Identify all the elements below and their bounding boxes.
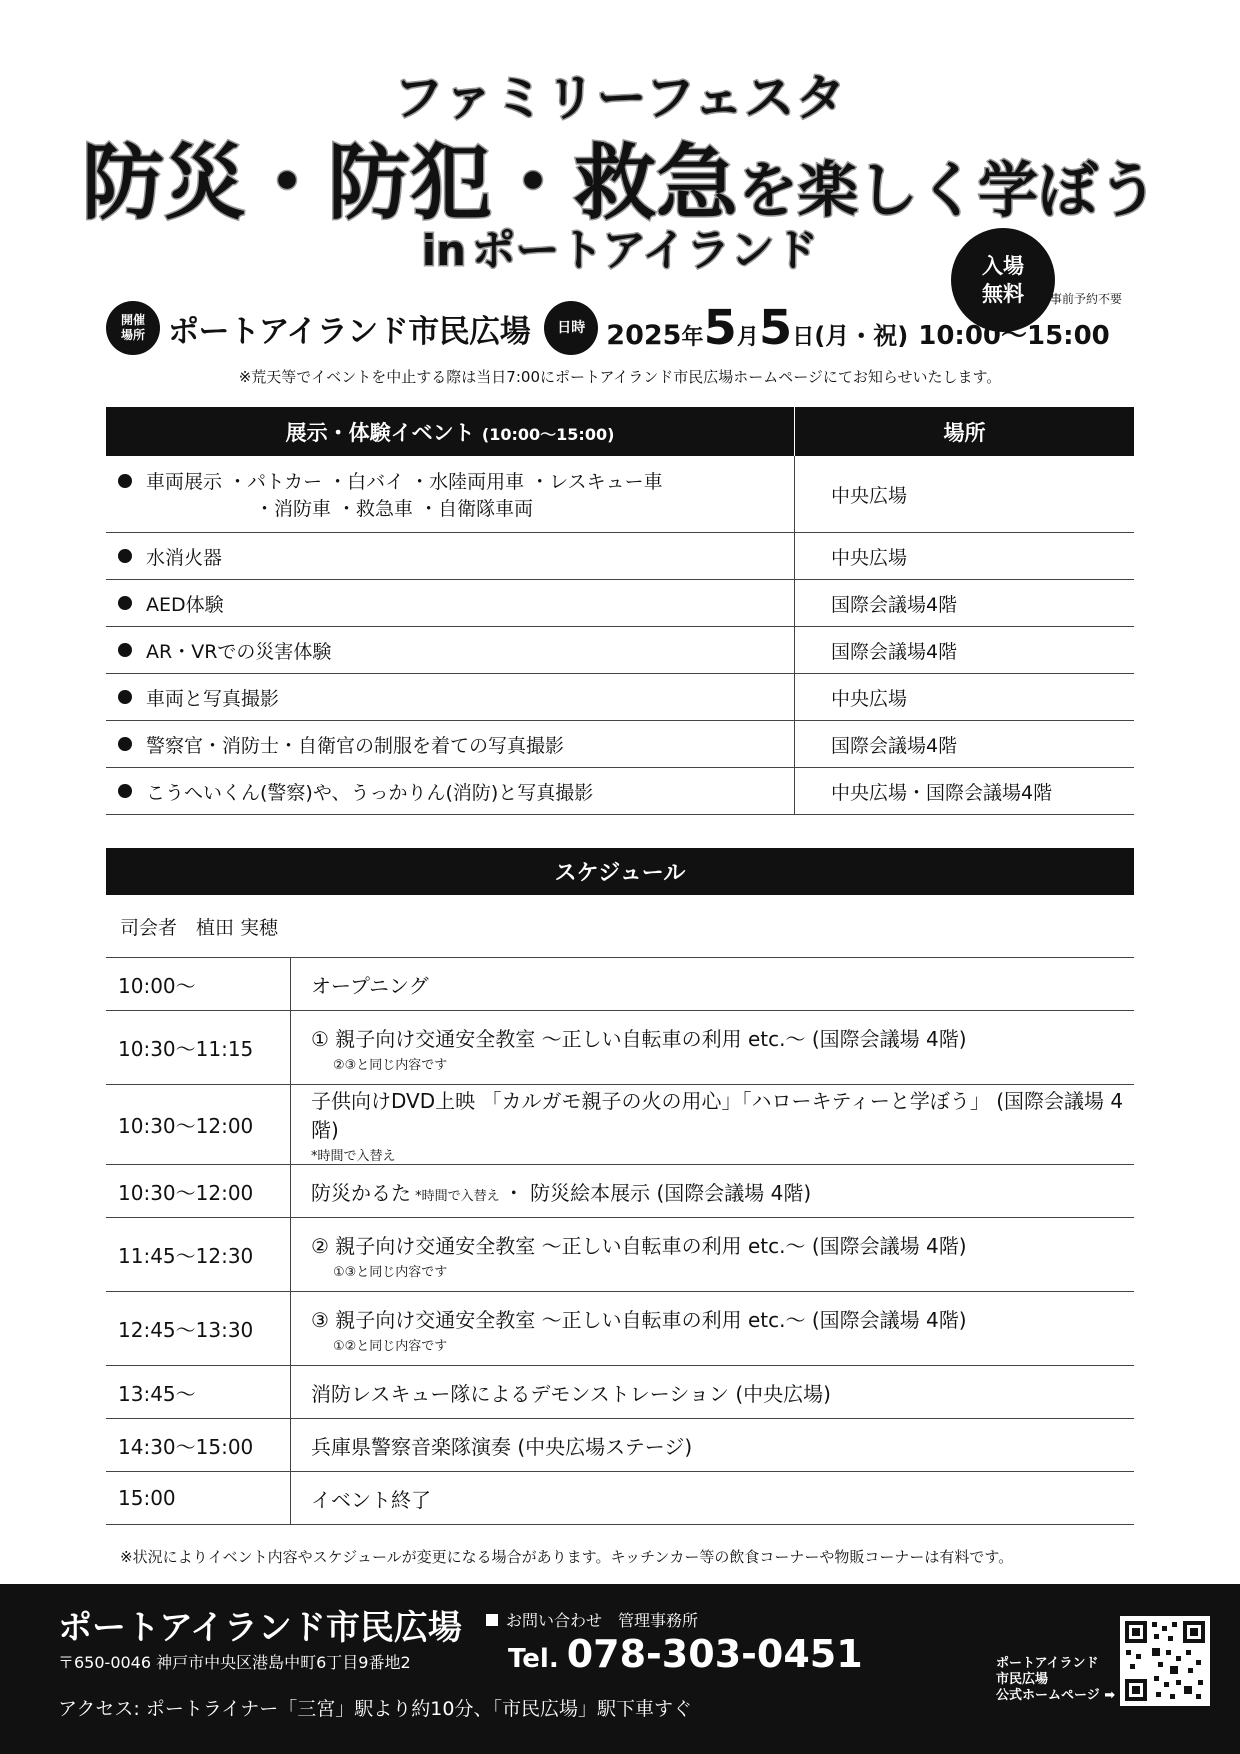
schedule-time: 15:00 bbox=[106, 1472, 291, 1525]
date-month: 5 bbox=[703, 300, 737, 356]
date-day: 5 bbox=[758, 300, 793, 356]
bullet-icon bbox=[118, 737, 132, 751]
schedule-time: 12:45〜13:30 bbox=[106, 1292, 291, 1366]
event-place-cell: 国際会議場4階 bbox=[795, 580, 1135, 627]
bullet-icon bbox=[118, 596, 132, 610]
hp-line2: 市民広場 bbox=[996, 1672, 1049, 1687]
schedule-time: 13:45〜 bbox=[106, 1366, 291, 1419]
date-nichi: 日 bbox=[792, 325, 815, 350]
bottom-note: ※状況によりイベント内容やスケジュールが変更になる場合があります。キッチンカー等の飲食コーナーや物販コーナーは有料です。 bbox=[120, 1548, 1014, 1566]
schedule-sub-note: ①③と同じ内容です bbox=[333, 1264, 448, 1280]
event-place-cell: 中央広場 bbox=[795, 674, 1135, 721]
event-name-cell bbox=[106, 533, 795, 580]
event-name: AR・VRでの災害体験 bbox=[146, 640, 332, 663]
schedule-time: 10:30〜11:15 bbox=[106, 1011, 291, 1085]
table-row bbox=[106, 958, 1134, 1011]
schedule-desc: オープニング bbox=[291, 958, 1135, 1011]
event-place-cell: 中央広場 bbox=[795, 533, 1135, 580]
events-header-event-label: 展示・体験イベント bbox=[285, 420, 475, 445]
schedule-desc: イベント終了 bbox=[291, 1472, 1135, 1525]
schedule-desc: 防災かるた bbox=[311, 1180, 411, 1205]
schedule-time: 10:00〜 bbox=[106, 958, 291, 1011]
schedule-time: 10:30〜12:00 bbox=[106, 1085, 291, 1165]
schedule-table bbox=[106, 957, 1134, 1525]
bullet-icon bbox=[118, 474, 132, 488]
square-bullet-icon bbox=[486, 1614, 498, 1626]
schedule-sub-note: ①②と同じ内容です bbox=[333, 1338, 448, 1354]
table-row bbox=[106, 674, 1134, 721]
hp-line3: 公式ホームページ ➡ bbox=[996, 1688, 1116, 1703]
event-name: 車両展示 ・パトカー ・白バイ ・水陸両用車 ・レスキュー車 bbox=[146, 471, 663, 493]
mc-name: 司会者 植田 実穂 bbox=[120, 917, 279, 939]
event-name-cell bbox=[106, 721, 795, 768]
table-row bbox=[106, 1419, 1134, 1472]
event-name-cell bbox=[106, 674, 795, 721]
table-row bbox=[106, 1366, 1134, 1419]
event-place-cell: 国際会議場4階 bbox=[795, 721, 1135, 768]
date-gatsu: 月 bbox=[736, 325, 759, 350]
schedule-desc-cell bbox=[291, 1011, 1135, 1085]
event-name-cell bbox=[106, 456, 795, 533]
event-name: 水消火器 bbox=[146, 546, 223, 569]
festa-subtitle: ファミリーフェスタ bbox=[393, 69, 847, 127]
event-info-row bbox=[106, 300, 1110, 356]
table-row bbox=[106, 721, 1134, 768]
schedule-desc: 子供向けDVD上映 「カルガモ親子の火の用心」「ハローキティーと学ぼう」 (国際会議場 4階) bbox=[311, 1089, 1124, 1142]
hp-line1: ポートアイランド bbox=[996, 1656, 1099, 1671]
schedule-desc: 兵庫県警察音楽隊演奏 (中央広場ステージ) bbox=[291, 1419, 1135, 1472]
footer-contact bbox=[486, 1608, 698, 1631]
bullet-icon bbox=[118, 643, 132, 657]
title-part2: を楽しく学ぼう bbox=[738, 156, 1158, 226]
date-weekday: (月・祝) bbox=[814, 322, 909, 350]
date-year: 2025 bbox=[606, 320, 682, 351]
table-row bbox=[106, 1218, 1134, 1292]
table-row bbox=[106, 1085, 1134, 1165]
title-part1: 防災・防犯・救急 bbox=[81, 136, 738, 231]
date-nen: 年 bbox=[681, 325, 704, 350]
schedule-inline-note: *時間で入替え bbox=[411, 1188, 504, 1204]
table-row bbox=[106, 1011, 1134, 1085]
schedule-title: スケジュール bbox=[106, 848, 1134, 895]
date-label-pill bbox=[544, 301, 598, 355]
footer bbox=[0, 1584, 1240, 1754]
footer-homepage-label bbox=[996, 1656, 1115, 1704]
in-word: in bbox=[421, 226, 466, 275]
event-date bbox=[606, 300, 1109, 356]
place-label-pill bbox=[106, 301, 160, 355]
schedule-desc-cell bbox=[291, 1165, 1135, 1218]
schedule-desc: ③ 親子向け交通安全教室 〜正しい自転車の利用 etc.〜 (国際会議場 4階) bbox=[311, 1307, 967, 1332]
bullet-icon bbox=[118, 690, 132, 704]
event-place-cell: 中央広場 bbox=[795, 456, 1135, 533]
table-row bbox=[106, 456, 1134, 533]
event-name: 車両と写真撮影 bbox=[146, 687, 280, 710]
event-name: こうへいくん(警察)や、うっかりん(消防)と写真撮影 bbox=[146, 781, 594, 804]
table-row bbox=[106, 1472, 1134, 1525]
events-header-time: (10:00〜15:00) bbox=[481, 424, 615, 444]
events-header-place: 場所 bbox=[795, 407, 1135, 456]
date-label: 日時 bbox=[557, 319, 586, 336]
event-name: AED体験 bbox=[146, 593, 224, 616]
events-table bbox=[106, 407, 1134, 815]
event-name-line2: ・消防車 ・救急車 ・自衛隊車両 bbox=[255, 498, 534, 520]
table-row bbox=[106, 1292, 1134, 1366]
table-row bbox=[106, 627, 1134, 674]
schedule-desc-cell bbox=[291, 1218, 1135, 1292]
schedule-sub-note: *時間で入替え bbox=[311, 1149, 396, 1164]
badge-line2: 無料 bbox=[982, 282, 1024, 306]
table-row bbox=[106, 768, 1134, 815]
cancel-note: ※荒天等でイベントを中止する際は当日7:00にポートアイランド市民広場ホームページにてお知らせいたします。 bbox=[238, 368, 1002, 386]
event-time: 10:00〜15:00 bbox=[918, 321, 1110, 351]
table-row bbox=[106, 533, 1134, 580]
place-label-1: 開催 bbox=[120, 313, 145, 327]
event-place-cell: 中央広場・国際会議場4階 bbox=[795, 768, 1135, 815]
footer-access: アクセス: ポートライナー「三宮」駅より約10分、「市民広場」駅下車すぐ bbox=[58, 1698, 692, 1720]
tel-label: Tel. bbox=[508, 1644, 559, 1674]
events-table-header bbox=[106, 407, 1134, 456]
schedule-desc: ① 親子向け交通安全教室 〜正しい自転車の利用 etc.〜 (国際会議場 4階) bbox=[311, 1026, 967, 1051]
schedule-sub-note: ②③と同じ内容です bbox=[333, 1057, 448, 1073]
event-name: 警察官・消防士・自衛官の制服を着ての写真撮影 bbox=[146, 734, 565, 757]
schedule-desc-cell bbox=[291, 1085, 1135, 1165]
event-place: ポートアイランド市民広場 bbox=[168, 313, 531, 350]
venue-title: ポートアイランド bbox=[471, 225, 819, 276]
table-row bbox=[106, 1165, 1134, 1218]
footer-venue-name: ポートアイランド市民広場 bbox=[58, 1608, 462, 1648]
festa-venue-title bbox=[0, 214, 1240, 278]
schedule-desc-cell bbox=[291, 1292, 1135, 1366]
qr-code-icon[interactable] bbox=[1120, 1616, 1210, 1706]
schedule-desc: ② 親子向け交通安全教室 〜正しい自転車の利用 etc.〜 (国際会議場 4階) bbox=[311, 1233, 967, 1258]
event-name-cell bbox=[106, 768, 795, 815]
bullet-icon bbox=[118, 784, 132, 798]
place-label-2: 場所 bbox=[120, 328, 145, 342]
tel-number: 078-303-0451 bbox=[566, 1632, 863, 1676]
event-name-cell bbox=[106, 580, 795, 627]
table-row bbox=[106, 580, 1134, 627]
footer-address: 〒650-0046 神戸市中央区港島中町6丁目9番地2 bbox=[58, 1653, 411, 1672]
badge-line1: 入場 bbox=[982, 254, 1024, 278]
event-place-cell: 国際会議場4階 bbox=[795, 627, 1135, 674]
event-name-cell bbox=[106, 627, 795, 674]
footer-contact-label: お問い合わせ 管理事務所 bbox=[506, 1611, 699, 1630]
qr-code-graphic bbox=[1120, 1616, 1210, 1706]
schedule-desc-rest: ・ 防災絵本展示 (国際会議場 4階) bbox=[503, 1180, 812, 1205]
schedule-time: 10:30〜12:00 bbox=[106, 1165, 291, 1218]
footer-tel bbox=[508, 1632, 863, 1676]
schedule-time: 11:45〜12:30 bbox=[106, 1218, 291, 1292]
bullet-icon bbox=[118, 549, 132, 563]
schedule-desc: 消防レスキュー隊によるデモンストレーション (中央広場) bbox=[291, 1366, 1135, 1419]
no-reservation-note: ※事前予約不要 bbox=[1040, 292, 1123, 306]
schedule-time: 14:30〜15:00 bbox=[106, 1419, 291, 1472]
events-header-event bbox=[106, 407, 795, 456]
